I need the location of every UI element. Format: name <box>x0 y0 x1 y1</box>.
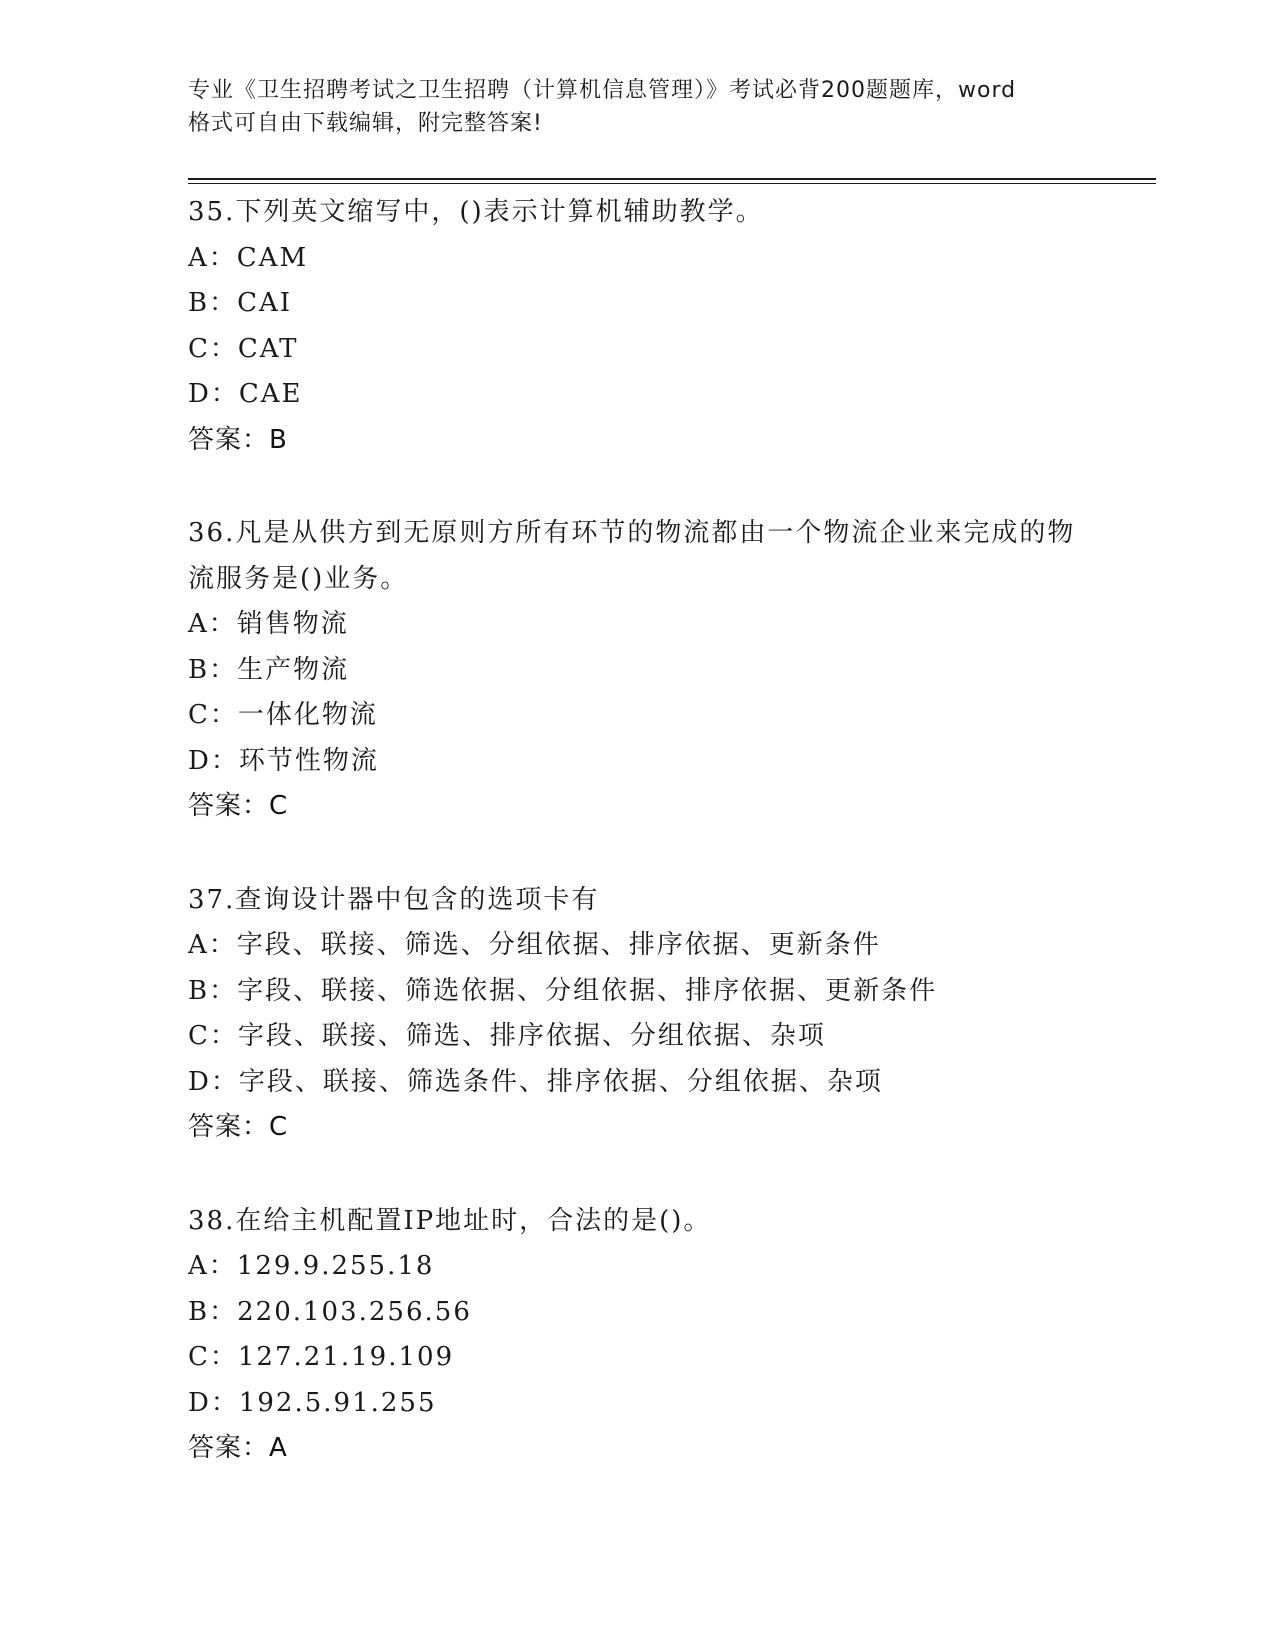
question-35 <box>188 190 1188 463</box>
question-list <box>188 190 1188 1472</box>
option-a: A：字段、联接、筛选、分组依据、排序依据、更新条件 <box>188 930 881 960</box>
answer-value: C <box>269 791 288 821</box>
answer-label: 答案： <box>188 1433 270 1463</box>
answer-line <box>188 1426 1188 1472</box>
answer-label: 答案： <box>188 791 270 821</box>
answer-line <box>188 418 1188 464</box>
question-stem: 36.凡是从供方到无原则方所有环节的物流都由一个物流企业来完成的物流服务是()业务。 <box>188 518 1076 594</box>
header-divider-thick <box>188 178 1156 180</box>
option-c: C：字段、联接、筛选、排序依据、分组依据、杂项 <box>188 1021 826 1051</box>
question-37 <box>188 878 1188 1151</box>
question-36 <box>188 511 1188 830</box>
option-a: A：129.9.255.18 <box>188 1251 435 1281</box>
header-divider-thin <box>188 183 1156 184</box>
option-d: D：环节性物流 <box>188 745 379 776</box>
header-line-2: 格式可自由下载编辑，附完整答案! <box>188 111 543 136</box>
answer-value: C <box>269 1112 288 1142</box>
option-b: B：字段、联接、筛选依据、分组依据、排序依据、更新条件 <box>188 975 938 1006</box>
question-stem: 37.查询设计器中包含的选项卡有 <box>188 884 600 915</box>
option-c: C：127.21.19.109 <box>188 1342 455 1372</box>
option-d: D：字段、联接、筛选条件、排序依据、分组依据、杂项 <box>188 1066 883 1097</box>
question-38 <box>188 1199 1188 1472</box>
header-line-1: 专业《卫生招聘考试之卫生招聘（计算机信息管理）》考试必背200题题库，word <box>188 78 1017 103</box>
option-a: A：销售物流 <box>188 609 349 639</box>
answer-value: B <box>269 424 287 455</box>
option-d: D：192.5.91.255 <box>188 1387 437 1418</box>
answer-line <box>188 784 1188 830</box>
option-c: C：CAT <box>188 333 299 364</box>
document-header <box>188 74 1098 140</box>
option-b: B：CAI <box>188 288 293 318</box>
option-a: A：CAM <box>188 242 309 273</box>
question-stem: 38.在给主机配置IP地址时，合法的是()。 <box>188 1205 712 1236</box>
option-d: D：CAE <box>188 379 303 409</box>
answer-line <box>188 1105 1188 1151</box>
option-b: B：生产物流 <box>188 654 350 685</box>
option-c: C：一体化物流 <box>188 700 378 730</box>
answer-label: 答案： <box>188 424 270 455</box>
answer-value: A <box>269 1433 287 1463</box>
option-b: B：220.103.256.56 <box>188 1296 472 1327</box>
answer-label: 答案： <box>188 1112 270 1142</box>
question-stem: 35.下列英文缩写中，()表示计算机辅助教学。 <box>188 197 764 227</box>
